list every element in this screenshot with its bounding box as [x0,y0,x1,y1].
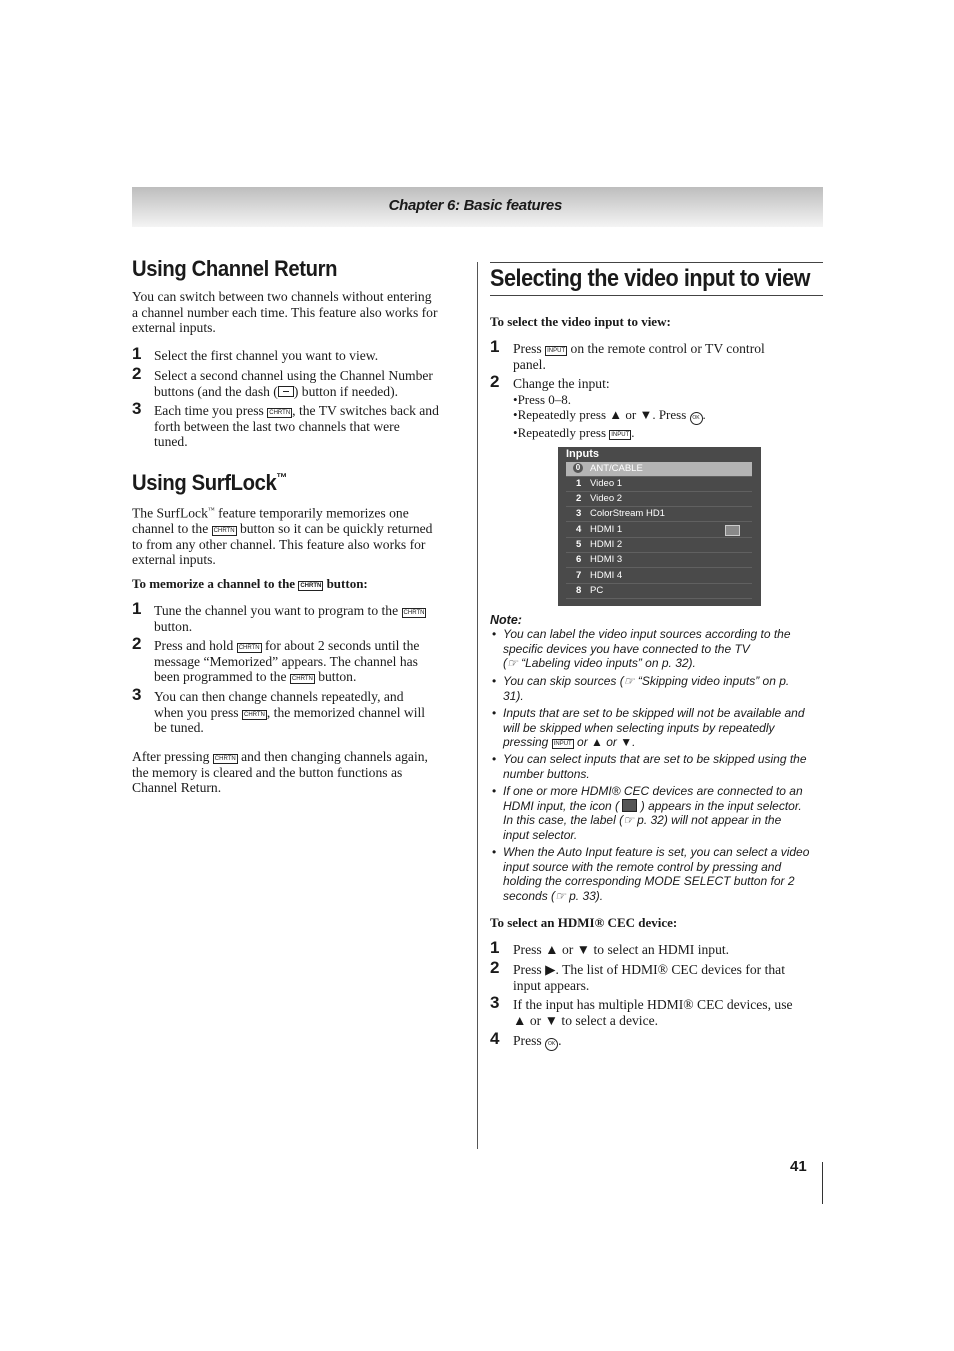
note-title: Note: [490,613,522,627]
note-item: When the Auto Input feature is set, you can select a video input source with the remote control by pressing and holding the corresponding MODE SELECT button for 2 seconds (☞ p. 33). [503,845,810,904]
step-text: Change the input: •Press 0–8. •Repeatedly press ▲ or ▼. Press OK . •Repeatedly press INPUT . [513,376,706,440]
bullet: • [492,752,497,766]
step-number: 2 [490,372,500,391]
step-text: Tune the channel you want to program to the CHRTN button. [154,603,425,634]
step-text: You can then change channels repeatedly, and when you press CHRTN , the memorized channel will be tuned. [154,689,426,735]
video-input-heading: Selecting the video input to view [490,265,810,292]
ok-button-icon: OK [545,1038,558,1051]
input-row[interactable]: 0 ANT/CABLE [566,462,752,477]
step-number: 1 [132,599,142,618]
note-item: You can label the video input sources according to the specific devices you have connected to the TV (☞ “Labeling video inputs” on p. 32). [503,627,791,671]
chrtn-button-icon: CHRTN [291,676,313,682]
step-text: Press and hold CHRTN for about 2 seconds until the message “Memorized” appears. The channel has been programmed to the CHRTN button. [154,638,420,684]
inputs-panel [558,447,761,606]
step-text: Press INPUT on the remote control or TV control panel. [513,341,765,372]
input-row[interactable]: 2 Video 2 [566,492,752,507]
step-number: 1 [490,337,500,356]
chrtn-button-icon: CHRTN [300,583,322,589]
step-text: Select the first channel you want to view. [154,348,379,363]
input-button-icon: INPUT [611,432,630,438]
channel-return-heading: Using Channel Return [132,256,338,281]
input-row[interactable]: 7 HDMI 4 [566,569,752,584]
hdmi-subhead: To select an HDMI® CEC device: [490,915,678,930]
surflock-subhead: To memorize a channel to the CHRTN button: [132,576,368,591]
step-text: Select a second channel using the Channel Number buttons (and the dash ( ) button if needed). [154,368,433,399]
input-row[interactable]: 1 Video 1 [566,477,752,492]
step-number: 4 [490,1029,500,1048]
chrtn-button-icon: CHRTN [214,756,236,762]
step-text: Press OK . [513,1033,562,1051]
bullet: • [492,845,497,859]
page-number-rule [822,1162,823,1204]
bullet: • [492,674,497,688]
input-button-icon: INPUT [547,348,566,354]
chapter-title: Chapter 6: Basic features [388,197,562,214]
note-item: You can skip sources (☞ “Skipping video inputs” on p. 31). [503,674,790,703]
hdmi-cec-icon [725,525,740,536]
note-item: You can select inputs that are set to be skipped using the number buttons. [503,752,807,781]
chrtn-button-icon: CHRTN [243,711,265,718]
step-number: 2 [132,634,142,653]
column-divider [477,262,478,1149]
bullet: • [492,784,497,798]
chapter-header [132,187,823,227]
step-number: 1 [132,344,142,363]
step-number: 3 [490,993,500,1012]
input-row[interactable]: 6 HDMI 3 [566,553,752,568]
note-item: Inputs that are set to be skipped will not be available and will be skipped when selecting inputs by repeatedly pressing INPUT or ▲ or ▼. [503,706,805,750]
step-text: Each time you press CHRTN , the TV switches back and forth between the last two channels that were tuned. [154,403,439,449]
surflock-after: After pressing CHRTN and then changing channels again, the memory is cleared and the button functions as Channel Return. [132,749,428,795]
step-text: If the input has multiple HDMI® CEC devices, use ▲ or ▼ to select a device. [513,997,793,1028]
heading-rule-bottom [490,295,823,296]
heading-rule-top [490,262,823,263]
surflock-heading: Using SurfLock™ [132,470,288,495]
page-number: 41 [790,1158,807,1175]
input-row[interactable]: 4 HDMI 1 [566,523,752,538]
surflock-intro: The SurfLock™ feature temporarily memorizes one channel to the CHRTN button so it can be quickly returned to from any other channel. This feature also works for external inputs. [132,505,433,568]
step-text: Press ▲ or ▼ to select an HDMI input. [513,942,730,957]
channel-return-intro: You can switch between two channels without entering a channel number each time. This feature also works for external inputs. [132,289,438,335]
input-row[interactable]: 3 ColorStream HD1 [566,507,752,522]
input-row[interactable]: 8 PC [566,584,752,599]
chrtn-button-icon: CHRTN [269,410,291,416]
ok-button-icon: OK [690,412,703,425]
step-text: Press ▶. The list of HDMI® CEC devices for that input appears. [513,962,785,993]
bullet: • [492,627,497,641]
note-item: If one or more HDMI® CEC devices are connected to an HDMI input, the icon ( ) appears in the input selector. In this case, the label (☞ p. 32) will not appear in the input selector. [503,784,803,843]
chrtn-button-icon: CHRTN [213,528,235,535]
chrtn-button-icon: CHRTN [238,645,260,651]
video-input-subhead: To select the video input to view: [490,314,671,329]
step-number: 1 [490,938,500,957]
chrtn-button-icon: CHRTN [403,610,425,616]
inputs-panel-title: Inputs [566,448,599,460]
step-number: 3 [132,399,142,418]
hdmi-cec-icon [622,799,637,812]
step-number: 2 [132,364,142,383]
input-row[interactable]: 5 HDMI 2 [566,538,752,553]
dash-button-icon [278,386,294,397]
input-button-icon: INPUT [553,741,572,748]
step-number: 3 [132,685,142,704]
step-number: 2 [490,958,500,977]
bullet: • [492,706,497,720]
